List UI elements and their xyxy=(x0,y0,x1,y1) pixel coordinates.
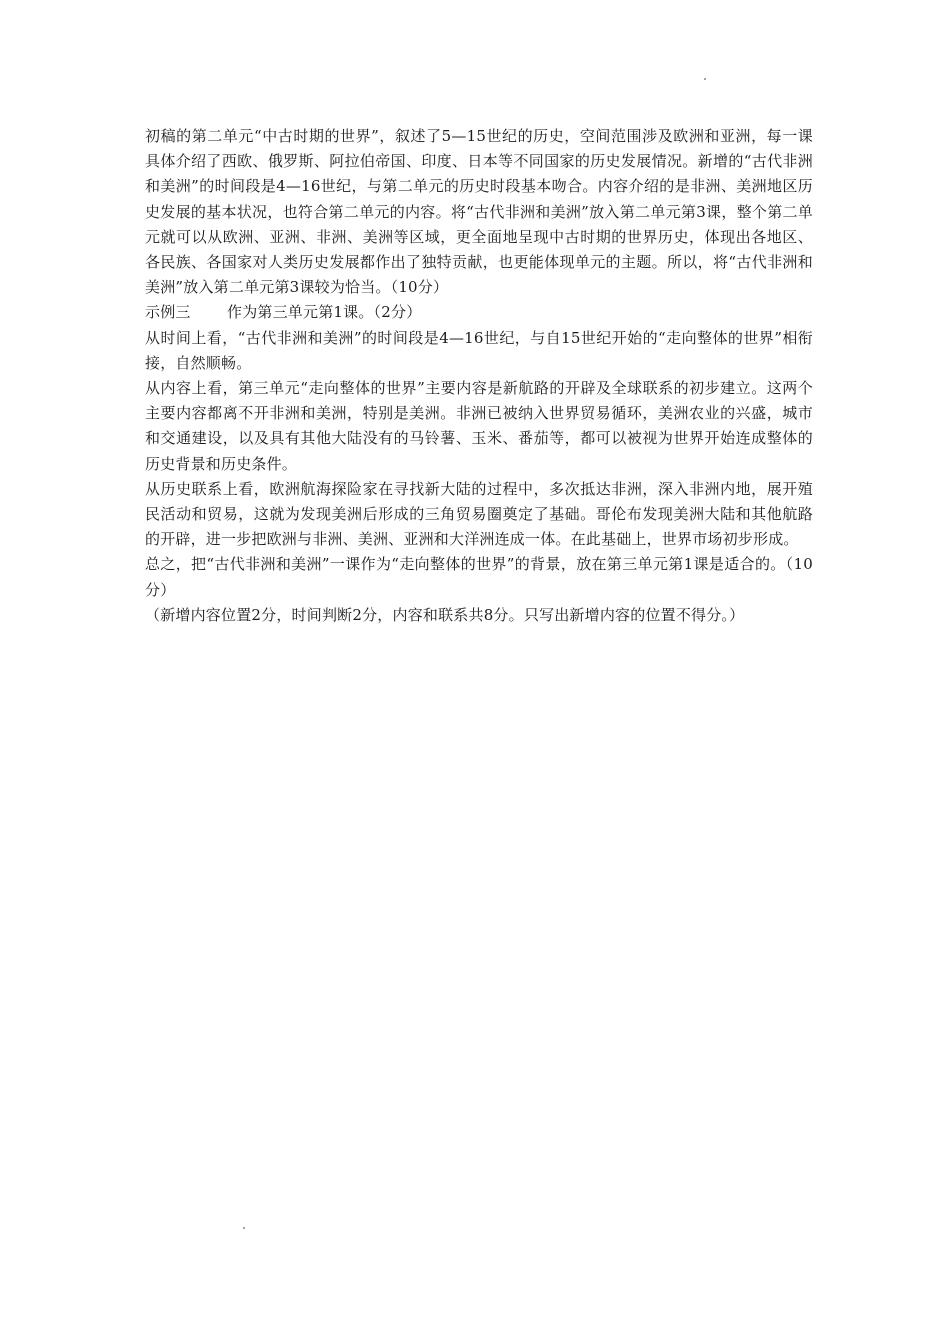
paragraph-time: 从时间上看，“古代非洲和美洲”的时间段是4—16世纪，与自15世纪开始的“走向整体的世界”相衔接，自然顺畅。 xyxy=(145,328,813,372)
page-mark-bottom xyxy=(243,1227,245,1229)
paragraph-conclusion: 总之，把“古代非洲和美洲”一课作为“走向整体的世界”的背景，放在第三单元第1课是适合的。（10分） xyxy=(145,555,813,599)
paragraph-unit-two: 初稿的第二单元“中古时期的世界”，叙述了5—15世纪的历史，空间范围涉及欧洲和亚洲，每一课具体介绍了西欧、俄罗斯、阿拉伯帝国、印度、日本等不同国家的历史发展情况。新增的“古代非洲和美洲”的时间段是4—16世纪，与第二单元的历史时段基本吻合。内容介绍的是非洲、美洲地区历史发展的基本状况，也符合第二单元的内容。将“古代非洲和美洲”放入第二单元第3课，整个第二单元就可以从欧洲、亚洲、非洲、美洲等区域，更全面地呈现中古时期的世界历史，体现出各地区、各民族、各国家对人类历史发展都作出了独特贡献，也更能体现单元的主题。所以，将“古代非洲和美洲”放入第二单元第3课较为恰当。（10分） xyxy=(145,127,813,297)
example-three-heading xyxy=(145,300,813,325)
scoring-note: （新增内容位置2分，时间判断2分，内容和联系共8分。只写出新增内容的位置不得分。） xyxy=(145,605,745,624)
document-body xyxy=(145,124,813,628)
page-mark-top xyxy=(704,78,706,80)
example-three-text: 作为第三单元第1课。（2分） xyxy=(227,303,422,322)
example-three-label: 示例三 xyxy=(145,303,191,322)
paragraph-connection: 从历史联系上看，欧洲航海探险家在寻找新大陆的过程中，多次抵达非洲，深入非洲内地，展开殖民活动和贸易，这就为发现美洲后形成的三角贸易圈奠定了基础。哥伦布发现美洲大陆和其他航路的开辟，进一步把欧洲与非洲、美洲、亚洲和大洋洲连成一体。在此基础上，世界市场初步形成。 xyxy=(145,479,813,549)
paragraph-content: 从内容上看，第三单元“走向整体的世界”主要内容是新航路的开辟及全球联系的初步建立。这两个主要内容都离不开非洲和美洲，特别是美洲。非洲已被纳入世界贸易循环，美洲农业的兴盛，城市和交通建设，以及具有其他大陆没有的马铃薯、玉米、番茄等，都可以被视为世界开始连成整体的历史背景和历史条件。 xyxy=(145,379,813,473)
